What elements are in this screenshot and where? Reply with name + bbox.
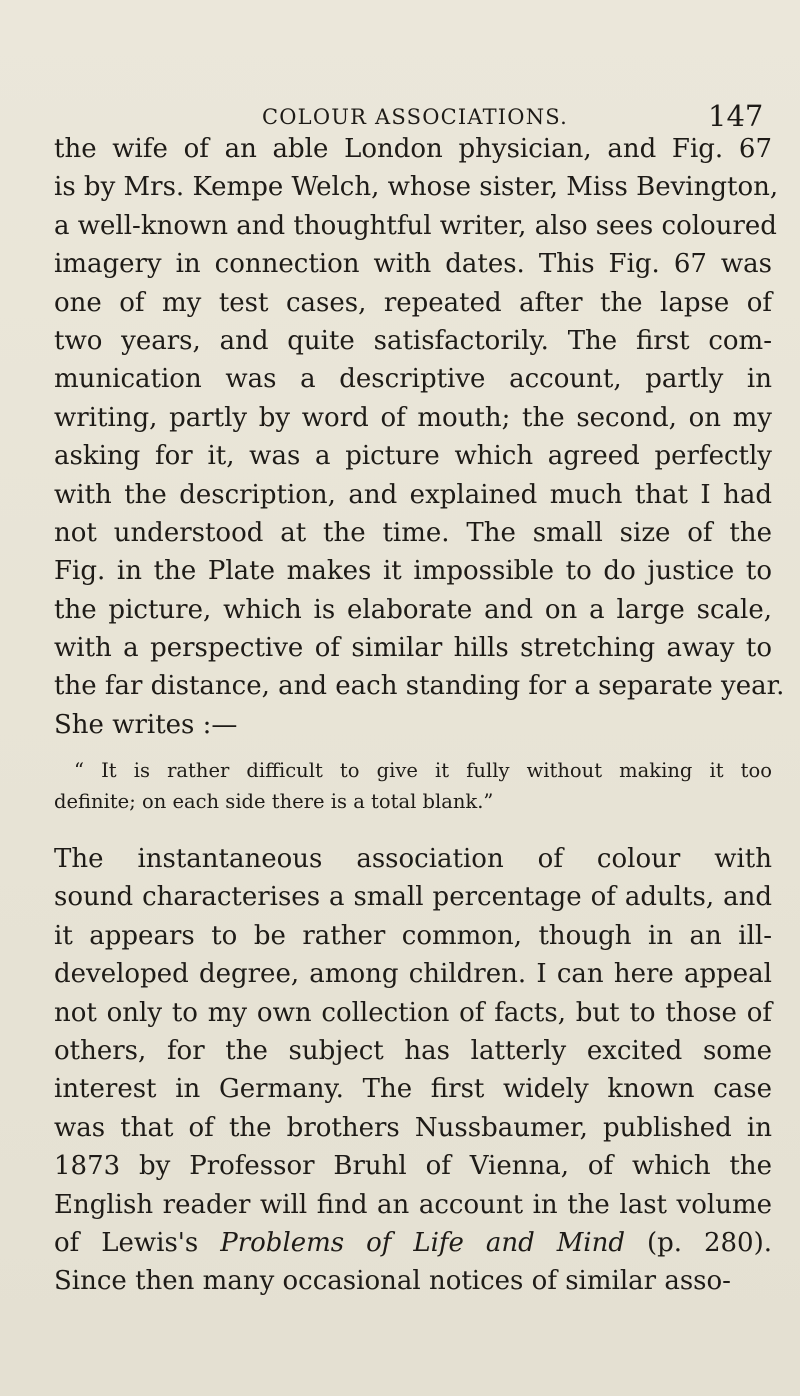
text-line: it appears to be rather common, though in an ill- xyxy=(54,920,772,951)
text-line: writing, partly by word of mouth; the second, on my xyxy=(54,402,772,433)
book-title-italic: Problems of Life and Mind xyxy=(220,1227,626,1258)
text-line-with-italic-title xyxy=(54,1224,772,1262)
text-line: imagery in connection with dates. This Fig. 67 was xyxy=(54,249,772,280)
text-line: She writes :— xyxy=(54,709,238,740)
text-line: not understood at the time. The small size of the xyxy=(54,517,772,548)
quote-line: “ It is rather difficult to give it fully without making it too xyxy=(74,759,772,782)
text-line: Since then many occasional notices of similar asso- xyxy=(54,1266,731,1297)
text-line: asking for it, was a picture which agreed perfectly xyxy=(54,441,772,472)
text-line: interest in Germany. The first widely known case xyxy=(54,1074,772,1105)
text-line: was that of the brothers Nussbaumer, published in xyxy=(54,1112,772,1143)
block-quote xyxy=(54,755,772,817)
text-line: sound characterises a small percentage of adults, and xyxy=(54,882,772,913)
text-line: Fig. in the Plate makes it impossible to do justice to xyxy=(54,556,772,587)
running-title: COLOUR ASSOCIATIONS. xyxy=(262,105,569,129)
text-line: with the description, and explained much that I had xyxy=(54,479,772,510)
text-line: others, for the subject has latterly excited some xyxy=(54,1035,772,1066)
text-fragment: of Lewis's xyxy=(54,1227,221,1258)
text-line: the wife of an able London physician, and Fig. 67 xyxy=(54,134,772,164)
page-number: 147 xyxy=(708,99,764,133)
text-line: is by Mrs. Kempe Welch, whose sister, Miss Bevington, xyxy=(54,172,779,203)
quote-line: definite; on each side there is a total blank.” xyxy=(54,790,494,813)
paragraph-2 xyxy=(54,840,772,1301)
text-line: one of my test cases, repeated after the lapse of xyxy=(54,287,772,318)
text-line: two years, and quite satisfactorily. The first com- xyxy=(54,325,772,356)
text-line: developed degree, among children. I can here appeal xyxy=(54,959,772,990)
text-line: the picture, which is elaborate and on a large scale, xyxy=(54,594,772,625)
text-line: English reader will find an account in the last volume xyxy=(54,1189,772,1220)
text-line: not only to my own collection of facts, but to those of xyxy=(54,997,772,1028)
text-line: munication was a descriptive account, partly in xyxy=(54,364,772,395)
paragraph-1 xyxy=(54,130,785,744)
text-line: The instantaneous association of colour with xyxy=(54,844,772,874)
text-line: with a perspective of similar hills stretching away to xyxy=(54,633,772,664)
text-fragment: (p. 280). xyxy=(625,1227,772,1258)
text-line: 1873 by Professor Bruhl of Vienna, of which the xyxy=(54,1151,772,1182)
text-line: a well-known and thoughtful writer, also sees coloured xyxy=(54,210,777,241)
text-line: the far distance, and each standing for a separate year. xyxy=(54,671,785,702)
